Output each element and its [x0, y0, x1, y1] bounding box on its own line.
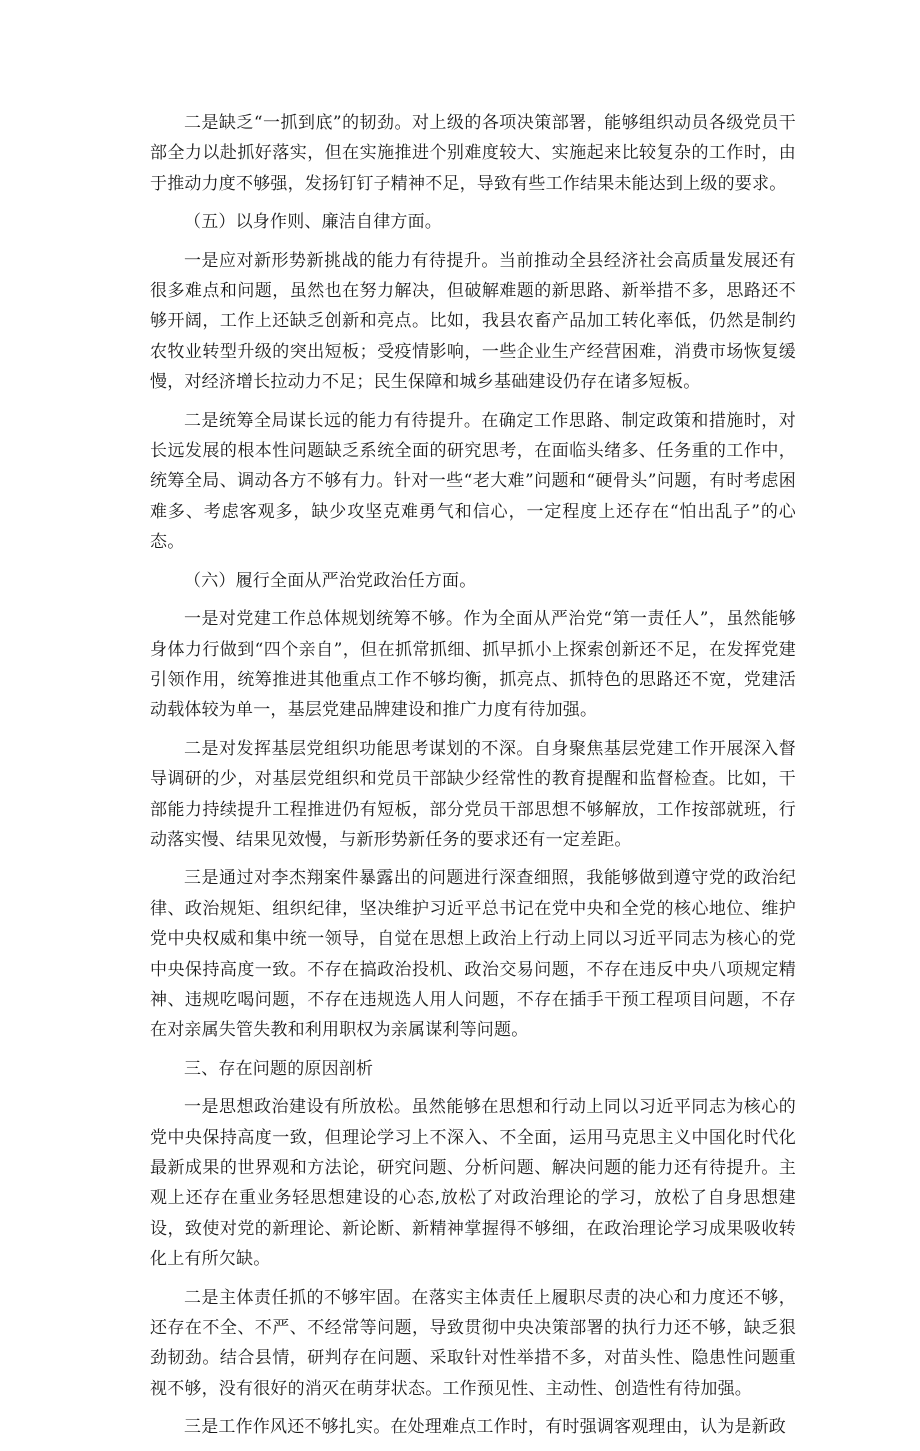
paragraph-work-style: 三是工作作风还不够扎实。在处理难点工作时，有时强调客观理由，认为是新政	[184, 1417, 786, 1438]
document-body	[150, 108, 796, 1451]
paragraph-party-building-planning: 一是对党建工作总体规划统筹不够。作为全面从严治党“第一责任人”，虽然能够身体力行做到“四个亲自”，但在抓常抓细、抓早抓小上探索创新还不足，在发挥党建引领作用，统筹推进其他重点工作不够均衡，抓亮点、抓特色的思路还不宽，党建活动载体较为单一，基层党建品牌建设和推广力度有待加强。	[150, 609, 796, 721]
paragraph-case-review: 三是通过对李杰翔案件暴露出的问题进行深查细照，我能够做到遵守党的政治纪律、政治规矩、组织纪律，坚决维护习近平总书记在党中央和全党的核心地位、维护党中央权威和集中统一领导，自觉在思想上政治上行动上同以习近平同志为核心的党中央保持高度一致。不存在搞政治投机、政治交易问题，不存在违反中央八项规定精神、违规吃喝问题，不存在违规选人用人问题，不存在插手干预工程项目问题，不存在对亲属失管失教和利用职权为亲属谋利等问题。	[150, 868, 796, 1041]
paragraph-ideological-building: 一是思想政治建设有所放松。虽然能够在思想和行动上同以习近平同志为核心的党中央保持高度一致，但理论学习上不深入、不全面，运用马克思主义中国化时代化最新成果的世界观和方法论，研究问题、分析问题、解决问题的能力还有待提升。主观上还存在重业务轻思想建设的心态,放松了对政治理论的学习，放松了自身思想建设，致使对党的新理论、新论断、新精神掌握得不够细，在政治理论学习成果吸收转化上有所欠缺。	[150, 1097, 796, 1270]
section-heading-root-causes: 三、存在问题的原因剖析	[184, 1058, 374, 1079]
paragraph-new-challenges: 一是应对新形势新挑战的能力有待提升。当前推动全县经济社会高质量发展还有很多难点和问题，虽然也在努力解决，但破解难题的新思路、新举措不多，思路还不够开阔，工作上还缺乏创新和亮点。比如，我县农畜产品加工转化率低，仍然是制约农牧业转型升级的突出短板；受疫情影响，一些企业生产经营困难，消费市场恢复缓慢，对经济增长拉动力不足；民生保障和城乡基础建设仍存在诸多短板。	[150, 250, 796, 393]
paragraph-primary-responsibility: 二是主体责任抓的不够牢固。在落实主体责任上履职尽责的决心和力度还不够，还存在不全、不严、不经常等问题，导致贯彻中央决策部署的执行力还不够，缺乏狠劲韧劲。结合县情，研判存在问题、采取针对性举措不多，对苗头性、隐患性问题重视不够，没有很好的消灭在萌芽状态。工作预见性、主动性、创造性有待加强。	[150, 1287, 796, 1399]
paragraph-overall-planning: 二是统筹全局谋长远的能力有待提升。在确定工作思路、制定政策和措施时，对长远发展的根本性问题缺乏系统全面的研究思考，在面临头绪多、任务重的工作中，统筹全局、调动各方不够有力。针对一些“老大难”问题和“硬骨头”问题，有时考虑困难多、考虑客观多，缺少攻坚克难勇气和信心，一定程度上还存在“怕出乱子”的心态。	[150, 410, 796, 553]
paragraph-grassroots-organization: 二是对发挥基层党组织功能思考谋划的不深。自身聚焦基层党建工作开展深入督导调研的少，对基层党组织和党员干部缺少经常性的教育提醒和监督检查。比如，干部能力持续提升工程推进仍有短板，部分党员干部思想不够解放，工作按部就班，行动落实慢、结果见效慢，与新形势新任务的要求还有一定差距。	[150, 738, 796, 850]
section-heading-party-governance: （六）履行全面从严治党政治任方面。	[184, 570, 477, 591]
section-heading-integrity: （五）以身作则、廉洁自律方面。	[184, 212, 442, 233]
paragraph-lack-perseverance: 二是缺乏“一抓到底”的韧劲。对上级的各项决策部署，能够组织动员各级党员干部全力以赴抓好落实，但在实施推进个别难度较大、实施起来比较复杂的工作时，由于推动力度不够强，发扬钉钉子精神不足，导致有些工作结果未能达到上级的要求。	[150, 113, 796, 194]
